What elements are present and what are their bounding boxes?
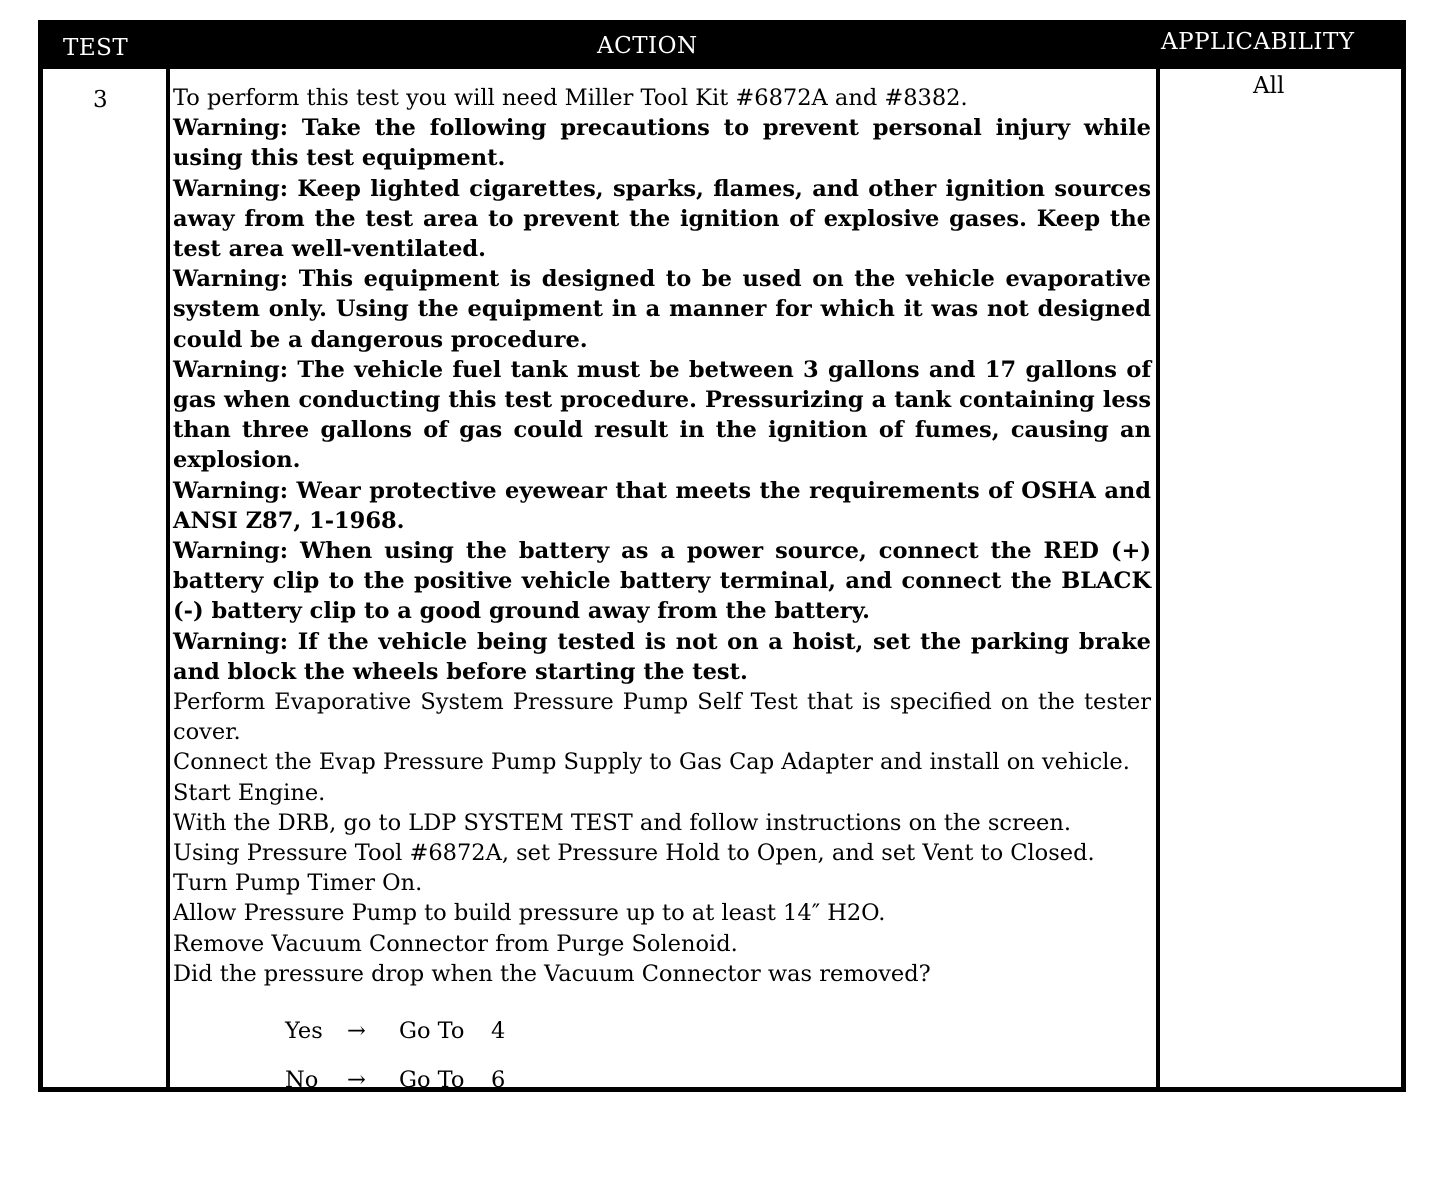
table-header [43, 25, 1401, 69]
instruction-text: Perform Evaporative System Pressure Pump Self Test that is specified on the tester cover. [173, 689, 1151, 746]
header-action: ACTION [597, 33, 698, 59]
test-table [38, 20, 1406, 1092]
goto-target: 4 [491, 1018, 506, 1045]
action-lines [173, 83, 1151, 989]
instruction-text: Connect the Evap Pressure Pump Supply to Gas Cap Adapter and install on vehicle. [173, 749, 1130, 776]
goto-label: Go To [399, 1067, 465, 1094]
choice-answer: Yes [285, 1018, 323, 1045]
choices [173, 1007, 1151, 1105]
header-test: TEST [63, 35, 129, 61]
warning-text: Warning: Wear protective eyewear that meets the requirements of OSHA and ANSI Z87, 1-1968. [173, 477, 1151, 534]
instruction-text: Did the pressure drop when the Vacuum Connector was removed? [173, 960, 931, 987]
warning-text: Warning: Take the following precautions to prevent personal injury while using this test equipment. [173, 115, 1151, 172]
instruction-text: Using Pressure Tool #6872A, set Pressure Hold to Open, and set Vent to Closed. [173, 840, 1095, 867]
arrow-icon: → [347, 1018, 366, 1045]
arrow-icon: → [347, 1067, 366, 1094]
instruction-text: Turn Pump Timer On. [173, 870, 423, 897]
warning-text: Warning: This equipment is designed to be used on the vehicle evaporative system only. Using the equipment in a manner for which it was not designed could be a dangerous procedure. [173, 266, 1151, 353]
applicability-value: All [1253, 73, 1285, 99]
warning-text: Warning: Keep lighted cigarettes, sparks, flames, and other ignition sources away from the test area to prevent the ignition of explosive gases. Keep the test area well-ventilated. [173, 175, 1151, 263]
instruction-text: Allow Pressure Pump to build pressure up to at least 14″ H2O. [173, 900, 886, 927]
warning-text: Warning: The vehicle fuel tank must be between 3 gallons and 17 gallons of gas when conducting this test procedure. Pressurizing a tank containing less than three gallons of gas could result in the ignition of fumes, causing an explosion. [173, 356, 1151, 474]
choice-answer: No [285, 1067, 319, 1094]
instruction-text: Remove Vacuum Connector from Purge Solenoid. [173, 930, 738, 957]
column-divider-1 [166, 25, 170, 1087]
header-applicability: APPLICABILITY [1161, 29, 1355, 55]
column-divider-2 [1156, 25, 1160, 1087]
instruction-text: With the DRB, go to LDP SYSTEM TEST and follow instructions on the screen. [173, 809, 1072, 836]
instruction-text: To perform this test you will need Miller Tool Kit #6872A and #8382. [173, 85, 968, 111]
warning-text: Warning: When using the battery as a power source, connect the RED (+) battery clip to the positive vehicle battery terminal, and connect the BLACK (-) battery clip to a good ground away from the battery. [173, 538, 1151, 625]
goto-target: 6 [491, 1067, 506, 1094]
choice-row [173, 1056, 1151, 1105]
action-cell [173, 83, 1151, 1105]
warning-text: Warning: If the vehicle being tested is not on a hoist, set the parking brake and block the wheels before starting the test. [173, 628, 1151, 685]
test-number: 3 [93, 87, 108, 113]
instruction-text: Start Engine. [173, 779, 326, 806]
choice-row [173, 1007, 1151, 1056]
goto-label: Go To [399, 1018, 465, 1045]
